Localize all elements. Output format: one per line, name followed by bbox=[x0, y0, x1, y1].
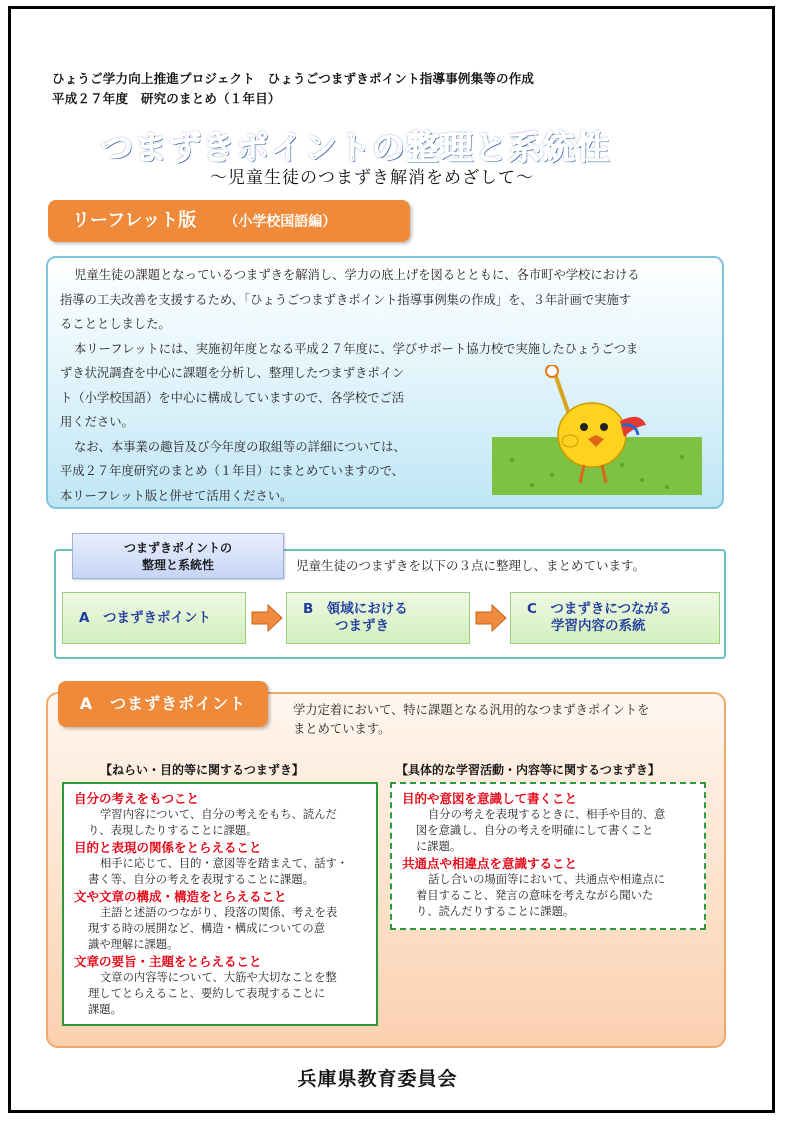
item-line: 話し合いの場面等において、共通点や相違点に bbox=[428, 873, 666, 886]
intro-p1-line1: 児童生徒の課題となっているつまずきを解消し、学力の底上げを図るとともに、各市町や学校における bbox=[74, 268, 640, 282]
item-title: 目的や意図を意識して書くこと bbox=[402, 791, 578, 806]
section-a-tag: A つまずきポイント bbox=[58, 681, 268, 727]
item-line: 主語と述語のつながり、段落の関係、考えを表 bbox=[100, 906, 338, 919]
points-tag-line1: つまずきポイントの bbox=[123, 541, 232, 555]
list-item bbox=[74, 888, 368, 953]
item-body bbox=[74, 856, 368, 888]
point-c-label bbox=[527, 601, 672, 635]
point-b-line1: B 領域における bbox=[303, 601, 408, 617]
section-a-description bbox=[293, 701, 713, 739]
item-title: 目的と表現の関係をとらえること bbox=[74, 840, 262, 855]
item-line: 相手に応じて、目的・意図等を踏まえて、話す・ bbox=[100, 857, 349, 870]
points-description: 児童生徒のつまずきを以下の３点に整理し、まとめています。 bbox=[296, 558, 646, 573]
point-a-box bbox=[62, 592, 246, 644]
point-b-label bbox=[303, 601, 408, 635]
points-tag bbox=[72, 533, 284, 579]
item-line: 自分の考えを表現するときに、相手や目的、意 bbox=[428, 808, 666, 821]
item-line: 書く等、自分の考えを表現することに課題。 bbox=[88, 873, 314, 886]
list-item bbox=[74, 790, 368, 839]
publisher-footer: 兵庫県教育委員会 bbox=[297, 1068, 458, 1090]
intro-p3-line2: 平成２７年度研究のまとめ（１年目）にまとめていますので、 bbox=[60, 464, 405, 478]
left-column-box bbox=[62, 782, 378, 1026]
point-c-line1: C つまずきにつながる bbox=[527, 601, 672, 617]
arrow-right-icon bbox=[250, 604, 284, 632]
intro-p3-line1: なお、本事業の趣旨及び今年度の取組等の詳細については、 bbox=[74, 439, 406, 454]
leaflet-tag-sub: （小学校国語編） bbox=[224, 214, 337, 230]
item-body bbox=[74, 970, 368, 1018]
left-column-heading: 【ねらい・目的等に関するつまずき】 bbox=[100, 763, 304, 777]
section-a-desc-line2: まとめています。 bbox=[293, 722, 391, 736]
item-body bbox=[74, 905, 368, 953]
item-line: り、読んだりすることに課題。 bbox=[416, 905, 575, 918]
item-title: 文章の要旨・主題をとらえること bbox=[74, 954, 262, 969]
list-item bbox=[402, 855, 696, 920]
item-line: 識や理解に課題。 bbox=[88, 938, 179, 951]
project-header-line2: 平成２７年度 研究のまとめ（１年目） bbox=[52, 91, 281, 106]
point-b-line2: つまずき bbox=[335, 618, 389, 634]
mascot-bird-illustration bbox=[492, 365, 702, 495]
item-title: 文や文章の構成・構造をとらえること bbox=[74, 889, 287, 904]
intro-p2-line2: ずき状況調査を中心に課題を分析し、整理したつまずきポイン bbox=[60, 366, 405, 380]
point-c-box bbox=[510, 592, 720, 644]
item-line: 理してとらえること、要約して表現することに bbox=[88, 987, 326, 1000]
point-a-label: A つまずきポイント bbox=[79, 609, 211, 626]
intro-p1-line3: ることとしました。 bbox=[60, 317, 171, 331]
right-column-heading: 【具体的な学習活動・内容等に関するつまずき】 bbox=[396, 763, 660, 777]
item-body bbox=[402, 807, 696, 855]
item-body bbox=[74, 807, 368, 839]
intro-p2-line1: 本リーフレットには、実施初年度となる平成２７年度に、学びサポート協力校で実施したひょうごつま bbox=[74, 341, 639, 356]
item-line: 学習内容について、自分の考えをもち、読んだ bbox=[100, 808, 337, 821]
section-a-desc-line1: 学力定着において、特に課題となる汎用的なつまずきポイントを bbox=[293, 703, 650, 717]
intro-p2-line4: 用ください。 bbox=[60, 415, 134, 429]
intro-p3-line3: 本リーフレット版と併せて活用ください。 bbox=[60, 488, 293, 503]
leaflet-tag-main: リーフレット版 bbox=[72, 210, 197, 231]
item-line: 文章の内容等について、大筋や大切なことを整 bbox=[100, 971, 337, 984]
intro-p1-line2: 指導の工夫改善を支援するため、「ひょうごつまずきポイント指導事例集の作成」を、３年計画で実施す bbox=[60, 292, 632, 307]
intro-p2-line3: ト（小学校国語）を中心に構成していますので、各学校でご活 bbox=[60, 390, 405, 405]
list-item bbox=[74, 839, 368, 888]
item-line: 図を意識し、自分の考えを明確にして書くこと bbox=[416, 824, 654, 837]
item-line: 着目すること、発言の意味を考えながら聞いた bbox=[416, 889, 654, 902]
item-line: 課題。 bbox=[88, 1003, 122, 1016]
project-header-line1: ひょうご学力向上推進プロジェクト ひょうごつまずきポイント指導事例集等の作成 bbox=[52, 71, 535, 86]
item-line: り、表現したりすることに課題。 bbox=[88, 824, 258, 837]
item-line: に課題。 bbox=[416, 840, 462, 853]
list-item bbox=[402, 790, 696, 855]
arrow-right-icon bbox=[474, 604, 508, 632]
page-title: つまずきポイントの整理と系統性 bbox=[100, 128, 610, 167]
leaflet-tag bbox=[48, 200, 410, 242]
list-item bbox=[74, 953, 368, 1018]
item-line: 現する時の展開など、構造・構成についての意 bbox=[88, 922, 326, 935]
point-c-line2: 学習内容の系統 bbox=[551, 618, 646, 634]
item-body bbox=[402, 872, 696, 920]
point-b-box bbox=[286, 592, 470, 644]
item-title: 自分の考えをもつこと bbox=[74, 791, 200, 806]
page-subtitle: ～児童生徒のつまずき解消をめざして～ bbox=[210, 168, 534, 188]
item-title: 共通点や相違点を意識すること bbox=[402, 856, 578, 871]
right-column-box bbox=[390, 782, 706, 930]
points-tag-line2: 整理と系統性 bbox=[141, 558, 214, 572]
